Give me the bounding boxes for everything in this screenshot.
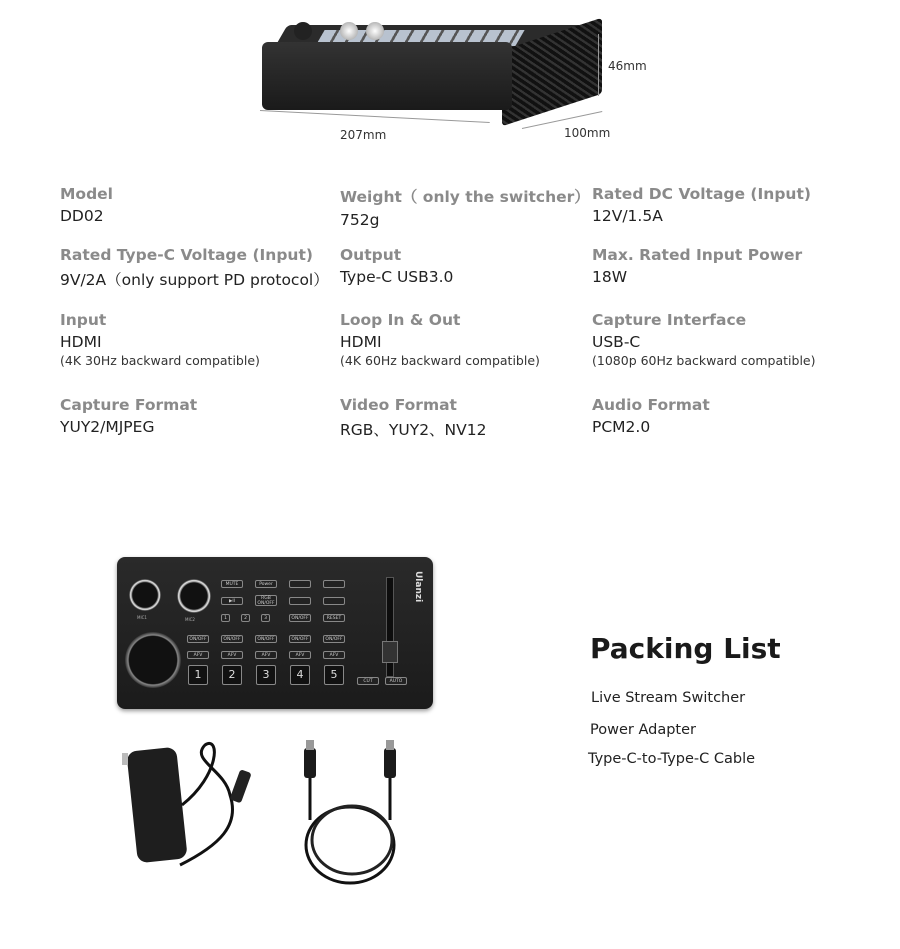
spec-label: Capture Interface (592, 311, 747, 329)
packing-list-item: Live Stream Switcher (591, 690, 746, 706)
spec-value: DD02 (60, 207, 104, 225)
onoff-button: ON/OFF (289, 635, 311, 643)
spec-label: Audio Format (592, 396, 710, 414)
packing-list-item: Power Adapter (590, 722, 696, 738)
spec-value: PCM2.0 (592, 418, 651, 436)
spec-label: Input (60, 311, 107, 329)
power-button: Power (255, 580, 277, 588)
spec-value: 18W (592, 268, 628, 286)
channel-button: 2 (222, 665, 242, 685)
packing-list-title: Packing List (590, 632, 781, 665)
spec-item (60, 311, 260, 368)
spec-item (340, 311, 540, 368)
spec-value: Type-C USB3.0 (340, 268, 454, 286)
afv-button: AFV (221, 651, 243, 659)
knob-label: MIC2 (185, 617, 195, 622)
onoff-button: ON/OFF (323, 635, 345, 643)
onoff-button: ON/OFF (255, 635, 277, 643)
type-c-cable-photo (296, 740, 416, 890)
afv-button: AFV (323, 651, 345, 659)
spec-item (340, 396, 486, 440)
spec-item (592, 246, 802, 286)
width-dimension: 207mm (340, 128, 387, 142)
spec-label: Output (340, 246, 402, 264)
power-adapter-photo (110, 735, 260, 875)
depth-dimension: 100mm (564, 126, 611, 140)
spec-item (592, 396, 710, 436)
spec-value: 12V/1.5A (592, 207, 663, 225)
auto-button: AUTO (385, 677, 407, 685)
spec-item (340, 185, 590, 229)
afv-button: AFV (255, 651, 277, 659)
reset-button: RESET (323, 614, 345, 622)
channel-button: 1 (188, 665, 208, 685)
spec-value: USB-C (592, 333, 641, 351)
spec-value: YUY2/MJPEG (60, 418, 155, 436)
spec-item (60, 246, 329, 290)
spec-label: Model (60, 185, 113, 203)
small-button: 3 (261, 614, 270, 622)
t-bar-fader (375, 577, 405, 682)
small-button: 1 (221, 614, 230, 622)
onoff-button: ON/OFF (221, 635, 243, 643)
play-button: ▶II (221, 597, 243, 605)
spec-value: RGB、YUY2、NV12 (340, 421, 487, 439)
spec-label: Loop In & Out (340, 311, 461, 329)
spec-label: Video Format (340, 396, 457, 414)
small-button: 2 (241, 614, 250, 622)
spec-note: (4K 60Hz backward compatible) (340, 353, 540, 368)
channel-button: 4 (290, 665, 310, 685)
onoff-button: ON/OFF (289, 614, 311, 622)
spec-item (60, 185, 113, 225)
spec-label: Rated DC Voltage (Input) (592, 185, 811, 203)
switcher-dimension-photo (262, 20, 602, 112)
height-dimension: 46mm (608, 59, 647, 73)
channel-button: 3 (256, 665, 276, 685)
spec-label: Weight（ only the switcher） (340, 188, 590, 206)
mute-button: MUTE (221, 580, 243, 588)
rgb-button: RGB ON/OFF (255, 595, 277, 606)
spec-value: HDMI (60, 333, 102, 351)
spec-item (592, 185, 811, 225)
spec-label: Capture Format (60, 396, 198, 414)
afv-button: AFV (187, 651, 209, 659)
spec-note: (4K 30Hz backward compatible) (60, 353, 260, 368)
spec-label: Rated Type-C Voltage (Input) (60, 246, 313, 264)
cut-button: CUT (357, 677, 379, 685)
packing-list-item: Type-C-to-Type-C Cable (588, 751, 756, 767)
spec-note: (1080p 60Hz backward compatible) (592, 353, 816, 368)
afv-button: AFV (289, 651, 311, 659)
live-stream-switcher-photo (117, 557, 433, 709)
spec-value: 752g (340, 211, 380, 229)
spec-item (592, 311, 816, 368)
spec-label: Max. Rated Input Power (592, 246, 803, 264)
channel-button: 5 (324, 665, 344, 685)
onoff-button: ON/OFF (187, 635, 209, 643)
brand-logo: Ulanzi (413, 571, 423, 603)
spec-value: HDMI (340, 333, 382, 351)
spec-item (340, 246, 453, 286)
spec-value: 9V/2A（only support PD protocol） (60, 271, 329, 289)
spec-item (60, 396, 197, 436)
knob-label: MIC1 (137, 615, 147, 620)
